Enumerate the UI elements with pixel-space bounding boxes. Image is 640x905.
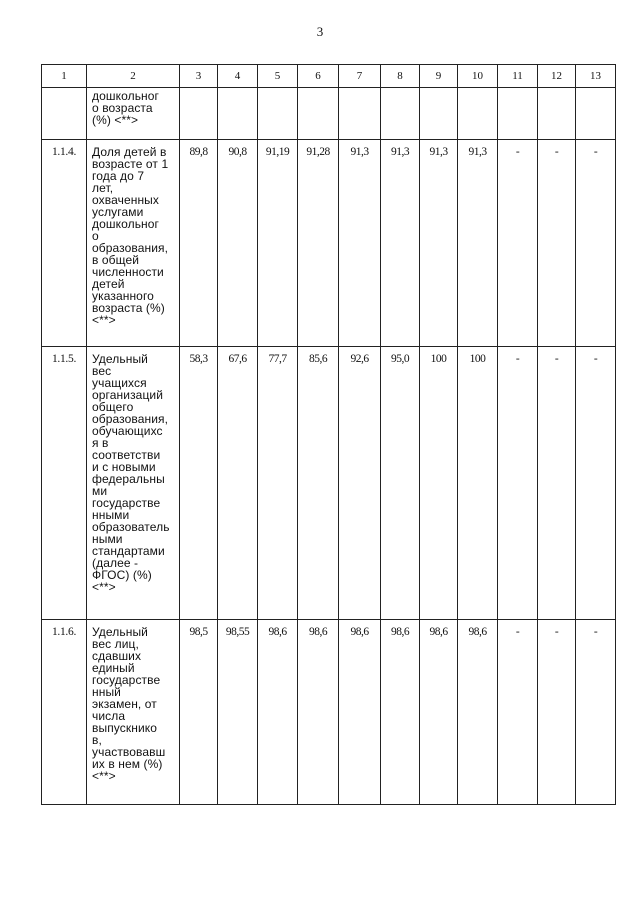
indicator-name: дошкольног о возраста (%) <**> — [87, 88, 180, 140]
indicator-table — [41, 64, 616, 805]
value-cell: 91,19 — [258, 140, 298, 347]
value-cell: - — [498, 347, 538, 620]
value-cell: 98,6 — [298, 620, 339, 805]
value-cell: 77,7 — [258, 347, 298, 620]
value-cell: 98,6 — [381, 620, 420, 805]
value-cell: 100 — [458, 347, 498, 620]
value-cell — [420, 88, 458, 140]
page-number: 3 — [316, 24, 324, 39]
value-cell: - — [538, 347, 576, 620]
value-cell: 91,3 — [458, 140, 498, 347]
column-header: 1 — [42, 65, 87, 88]
table-row — [42, 88, 616, 140]
value-cell: - — [538, 140, 576, 347]
value-cell: - — [498, 620, 538, 805]
value-cell: 91,28 — [298, 140, 339, 347]
value-cell: 91,3 — [339, 140, 381, 347]
header-row — [42, 65, 616, 88]
value-cell: 91,3 — [420, 140, 458, 347]
value-cell — [498, 88, 538, 140]
row-code — [42, 88, 87, 140]
column-header: 2 — [87, 65, 180, 88]
value-cell — [180, 88, 218, 140]
table-row — [42, 620, 616, 805]
column-header: 11 — [498, 65, 538, 88]
value-cell — [218, 88, 258, 140]
value-cell: - — [576, 140, 616, 347]
value-cell: 67,6 — [218, 347, 258, 620]
value-cell — [339, 88, 381, 140]
value-cell: - — [576, 620, 616, 805]
value-cell: 98,55 — [218, 620, 258, 805]
column-header: 5 — [258, 65, 298, 88]
column-header: 3 — [180, 65, 218, 88]
column-header: 4 — [218, 65, 258, 88]
value-cell: 98,6 — [420, 620, 458, 805]
table-row — [42, 140, 616, 347]
value-cell — [298, 88, 339, 140]
column-header: 8 — [381, 65, 420, 88]
indicator-name: Удельный вес лиц, сдавших единый государстве нный экзамен, от числа выпускнико в, участвовавш их в нем (%) <**> — [87, 620, 180, 805]
column-header: 10 — [458, 65, 498, 88]
value-cell: 95,0 — [381, 347, 420, 620]
indicator-name: Доля детей в возрасте от 1 года до 7 лет, охваченных услугами дошкольног о образования, в общей численности детей указанного возраста (%) <**> — [87, 140, 180, 347]
column-header: 6 — [298, 65, 339, 88]
value-cell — [458, 88, 498, 140]
value-cell: - — [538, 620, 576, 805]
value-cell — [258, 88, 298, 140]
value-cell: 98,5 — [180, 620, 218, 805]
value-cell: 89,8 — [180, 140, 218, 347]
value-cell — [381, 88, 420, 140]
value-cell: 85,6 — [298, 347, 339, 620]
value-cell: 58,3 — [180, 347, 218, 620]
indicator-name: Удельный вес учащихся организаций общего образования, обучающихс я в соответстви и с новыми федеральны ми государстве нными образователь ными стандартами (далее - ФГОС) (%) <**> — [87, 347, 180, 620]
value-cell: 98,6 — [339, 620, 381, 805]
value-cell: 90,8 — [218, 140, 258, 347]
value-cell: - — [498, 140, 538, 347]
column-header: 9 — [420, 65, 458, 88]
value-cell: 98,6 — [258, 620, 298, 805]
value-cell: 92,6 — [339, 347, 381, 620]
row-code: 1.1.5. — [42, 347, 87, 620]
value-cell — [538, 88, 576, 140]
row-code: 1.1.4. — [42, 140, 87, 347]
row-code: 1.1.6. — [42, 620, 87, 805]
table-row — [42, 347, 616, 620]
value-cell: - — [576, 347, 616, 620]
value-cell: 91,3 — [381, 140, 420, 347]
column-header: 13 — [576, 65, 616, 88]
value-cell: 98,6 — [458, 620, 498, 805]
column-header: 12 — [538, 65, 576, 88]
value-cell: 100 — [420, 347, 458, 620]
column-header: 7 — [339, 65, 381, 88]
value-cell — [576, 88, 616, 140]
